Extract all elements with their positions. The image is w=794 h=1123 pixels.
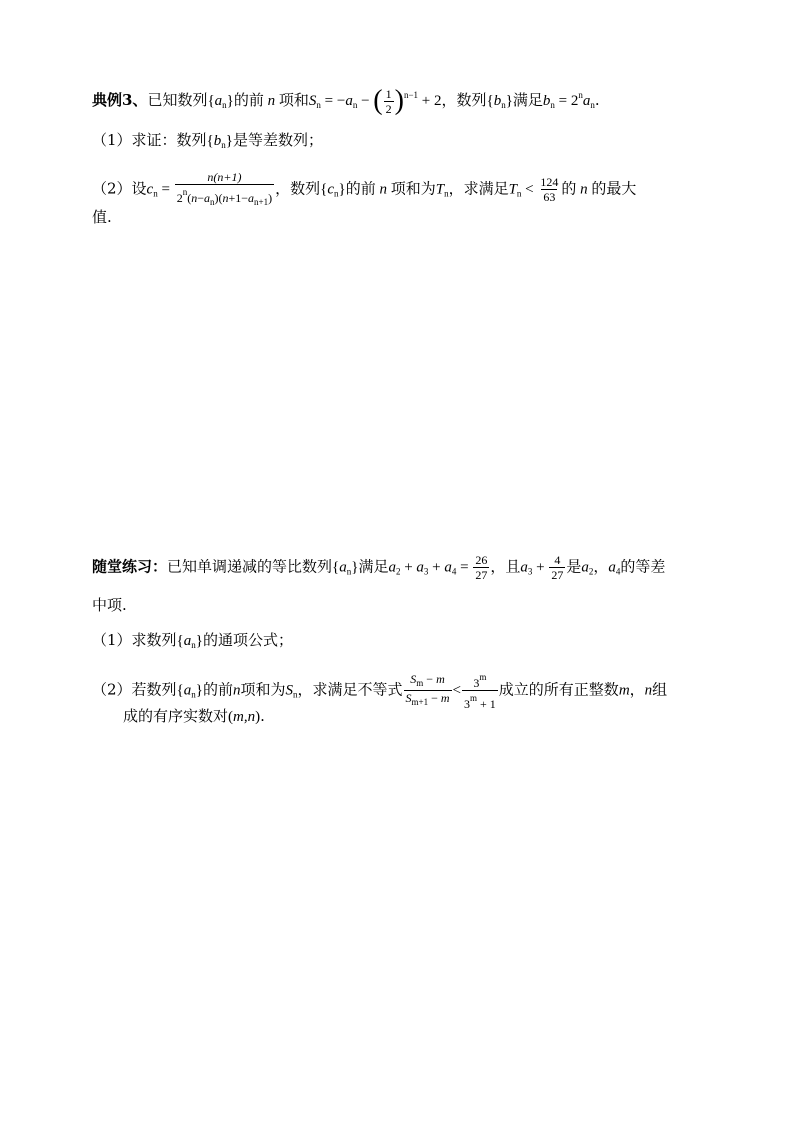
practice-question-2-end: 成的有序实数对(m,n). xyxy=(123,707,265,725)
example3-question-2: （2）设$c_n$ = $\frac{n(n+1)}{2^n(n-a_n)(n+1-a_{n+1})}$ ，数列$\{c_n\}$的前 n 项和为$T_n$，求满足$T_n$ < $\frac{124}{63}$ 的 n 的最大 xyxy=(92,170,637,207)
a3-fraction: $\frac{4}{27}$ xyxy=(551,553,564,582)
practice-statement: 随堂练习：已知单调递减的等比数列$\{a_n\}$满足$a_2 + a_3 + a_4$ = $\frac{26}{27}$ ，且$a_3$ + $\frac{4}{27}$ 是$a_2$，$a_4$的等差 xyxy=(92,553,666,582)
S-ratio-fraction: $\frac{S_m - m}{S_{m+1} - m}$ xyxy=(405,672,450,707)
T-bound-fraction: $\frac{124}{63}$ xyxy=(540,175,559,204)
practice-question-1: （1）求数列$\{a_n\}$的通项公式； xyxy=(92,631,293,650)
practice-label: 随堂练习： xyxy=(92,557,168,576)
practice-question-2: （2）若数列$\{a_n\}$的前n项和为$S_n$，求满足不等式 $\frac{S_m - m}{S_{m+1} - m}$ < $\frac{3^m}{3^m + 1}$ 成立的所有正整数m，n组 xyxy=(92,672,668,711)
half-fraction: $\frac{1}{2}$ xyxy=(385,86,392,116)
example3-question-2-end: 值. xyxy=(92,208,112,226)
c-fraction: $\frac{n(n+1)}{2^n(n-a_n)(n+1-a_{n+1})}$ xyxy=(176,170,273,207)
example3-label: 典例3、 xyxy=(92,91,148,109)
power-fraction: $\frac{3^m}{3^m + 1}$ xyxy=(464,672,496,711)
sum-fraction: $\frac{26}{27}$ xyxy=(475,553,488,582)
practice-statement-end: 中项. xyxy=(92,596,127,614)
example3-question-1: （1）求证：数列$\{b_n\}$是等差数列； xyxy=(92,131,323,150)
example3-statement: 典例3、已知数列$\{a_n\}$的前 n 项和$S_n = -a_n$ − ( $\frac{1}{2}$ )$^{n-1}$ + 2，数列$\{b_n\}$满足$b_n = 2^na_n$. xyxy=(92,85,600,116)
